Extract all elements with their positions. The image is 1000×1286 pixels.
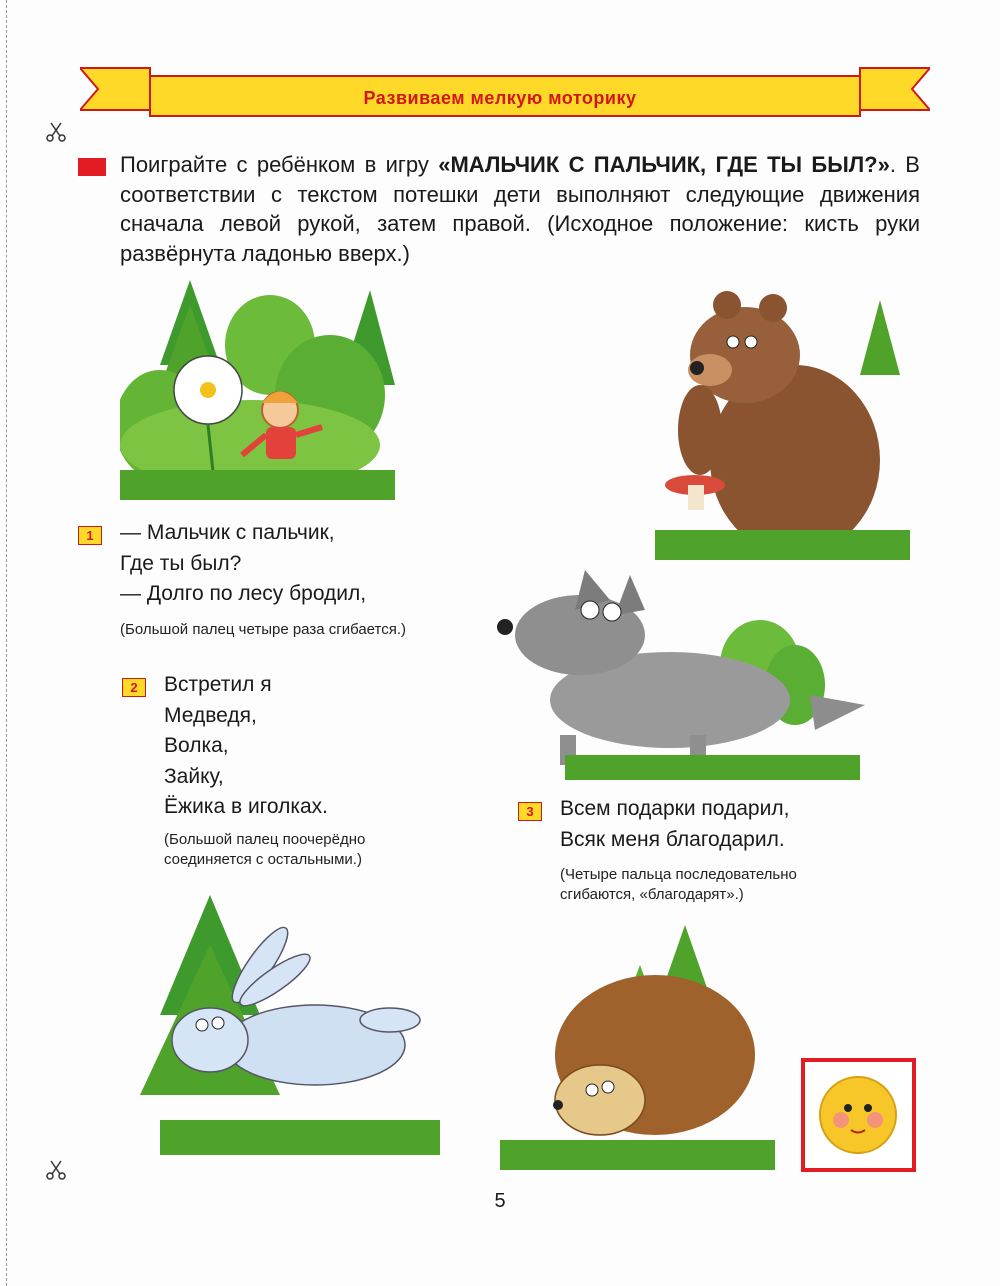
verse-line: Встретил я [164,673,272,696]
verse-line: Медведя, [164,703,257,727]
instruction-line: (Большой палец четыре раза сгибается.) [120,621,406,638]
verse-line: Зайку, [164,764,224,788]
stanza-1-text [120,518,480,610]
instruction-line: (Четыре пальца последовательно [560,866,797,883]
verse-line: Ёжика в иголках. [164,795,329,818]
instruction-line: соединяется с остальными.) [164,851,362,868]
wolf-illustration [490,565,870,780]
scissors-icon [44,1158,68,1182]
kolobok-frame [801,1058,916,1172]
intro-paragraph [120,150,920,268]
stanza-number-badge: 2 [122,678,146,697]
verse-line: — Мальчик с пальчик, [120,521,335,544]
red-marker [78,158,106,176]
verse-line: — Долго по лесу бродил, [120,582,367,605]
hare-illustration [140,895,440,1155]
stanza-1-instruction [120,620,490,640]
stanza-number-badge: 3 [518,802,542,821]
stanza-3-text [560,794,940,855]
game-title: «МАЛЬЧИК С ПАЛЬЧИК, ГДЕ ТЫ БЫЛ?» [438,152,890,177]
instruction-line: (Большой палец поочерёдно [164,831,366,848]
instruction-line: сгибаются, «благодарят».) [560,886,744,903]
forest-boy-illustration [120,275,395,500]
verse-line: Всем подарки подарил, [560,797,790,820]
stanza-3-instruction [560,865,940,905]
bear-illustration [655,280,910,560]
hedgehog-illustration [500,925,775,1170]
verse-line: Волка, [164,734,229,757]
stanza-number-badge: 1 [78,526,102,545]
cut-line [6,0,7,1286]
banner-title: Развиваем мелкую моторику [363,88,637,108]
intro-lead: Поиграйте с ребёнком в игру [120,152,429,177]
intro-body: . В соответствии с текстом потешки дети выполняют следующие движения сначала левой рукой, затем правой. (Исходное положение: кисть руки развёрнута ладонью вверх.) [120,152,920,266]
stanza-2-instruction [164,830,464,870]
page-number: 5 [494,1190,506,1212]
scissors-icon [44,120,68,144]
stanza-2-text [164,670,464,823]
kolobok-icon [805,1062,912,1168]
verse-line: Всяк меня благодарил. [560,827,785,851]
verse-line: Где ты был? [120,551,242,575]
